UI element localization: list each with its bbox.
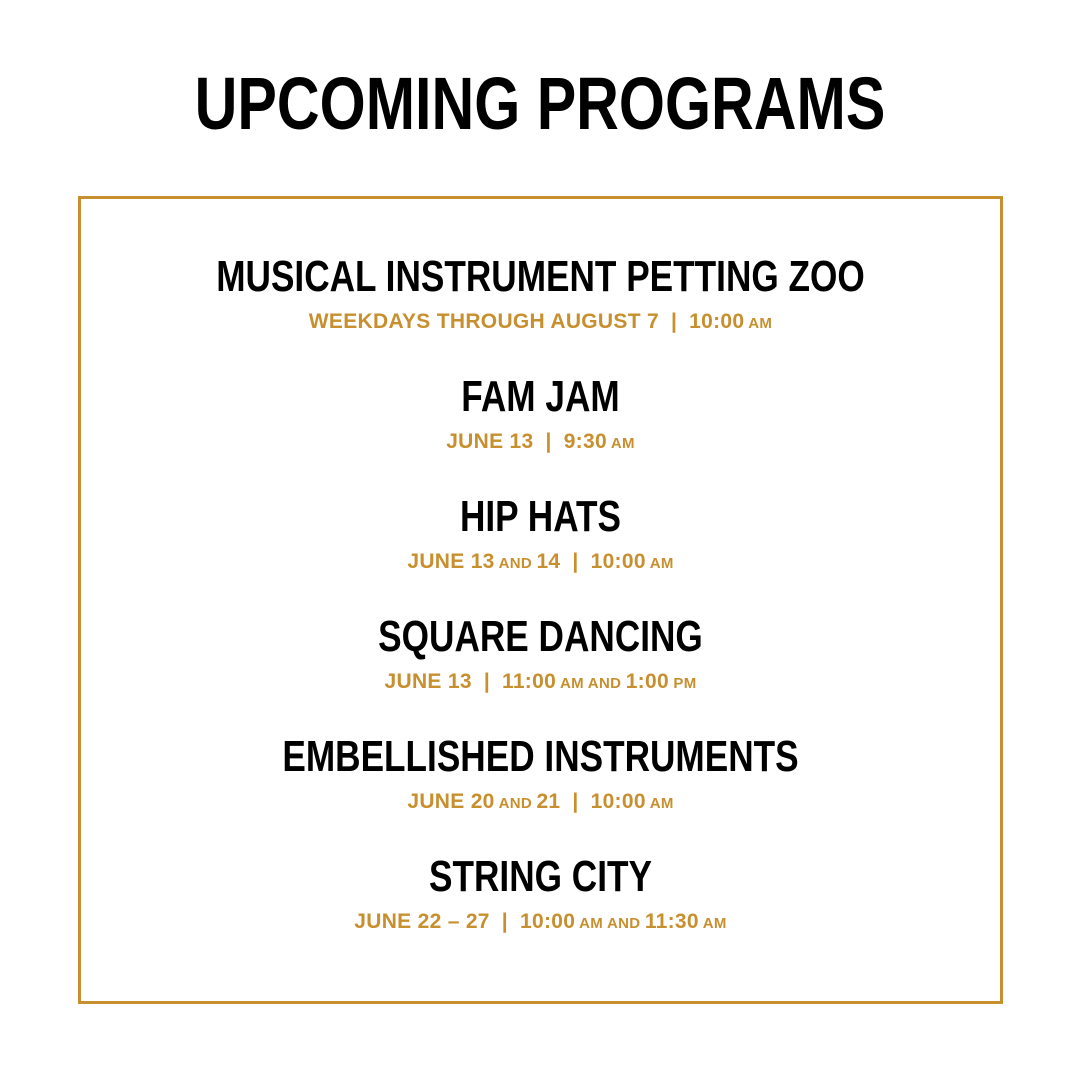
program-schedule bbox=[81, 909, 1000, 937]
program-date: WEEKDAYS THROUGH AUGUST 7 bbox=[308, 310, 659, 333]
program-time: AM bbox=[606, 435, 635, 452]
schedule-separator: | bbox=[572, 790, 579, 813]
program-time: 9:30 bbox=[563, 430, 607, 453]
program-name: EMBELLISHED INSTRUMENTS bbox=[282, 732, 799, 781]
program-date: JUNE 13 bbox=[384, 670, 472, 693]
schedule-separator: | bbox=[501, 910, 508, 933]
schedule-separator: | bbox=[670, 310, 678, 333]
program-schedule bbox=[81, 669, 1000, 697]
program-name: STRING CITY bbox=[429, 852, 652, 901]
program-item bbox=[81, 611, 1000, 731]
program-date: 14 bbox=[536, 550, 561, 573]
program-time: 11:30 bbox=[644, 910, 699, 933]
programs-box bbox=[78, 196, 1003, 1004]
program-time: AM AND bbox=[575, 915, 645, 932]
program-time: 10:00 bbox=[590, 790, 646, 813]
program-date: JUNE 13 bbox=[407, 550, 495, 573]
program-schedule bbox=[81, 429, 1000, 457]
program-name: FAM JAM bbox=[461, 372, 620, 421]
program-date: JUNE 22 – 27 bbox=[354, 910, 490, 933]
page-title: UPCOMING PROGRAMS bbox=[194, 62, 886, 145]
program-item bbox=[81, 251, 1000, 371]
program-name: SQUARE DANCING bbox=[378, 612, 703, 661]
program-name: MUSICAL INSTRUMENT PETTING ZOO bbox=[216, 252, 865, 301]
program-time: PM bbox=[668, 675, 697, 692]
program-time: AM bbox=[645, 795, 674, 812]
program-item bbox=[81, 731, 1000, 851]
program-item bbox=[81, 371, 1000, 491]
program-date: JUNE 13 bbox=[446, 430, 534, 453]
schedule-separator: | bbox=[545, 430, 552, 453]
program-name: HIP HATS bbox=[459, 492, 622, 541]
program-time: 1:00 bbox=[625, 670, 669, 693]
program-date: 21 bbox=[536, 790, 561, 813]
program-time: 10:00 bbox=[590, 550, 646, 573]
program-date: AND bbox=[494, 555, 537, 572]
program-time: 10:00 bbox=[689, 310, 745, 333]
program-time: AM bbox=[698, 915, 727, 932]
schedule-separator: | bbox=[483, 670, 490, 693]
program-schedule bbox=[81, 549, 1000, 577]
program-time: AM bbox=[645, 555, 674, 572]
program-item bbox=[81, 851, 1000, 971]
program-schedule bbox=[81, 309, 1000, 337]
program-item bbox=[81, 491, 1000, 611]
program-time: 10:00 bbox=[519, 910, 576, 933]
program-list bbox=[81, 251, 1000, 971]
program-time: AM AND bbox=[556, 675, 626, 692]
program-time: 11:00 bbox=[502, 670, 557, 693]
program-date: JUNE 20 bbox=[407, 790, 495, 813]
schedule-separator: | bbox=[572, 550, 579, 573]
program-time: AM bbox=[744, 315, 773, 332]
program-schedule bbox=[81, 789, 1000, 817]
program-date: AND bbox=[494, 795, 537, 812]
